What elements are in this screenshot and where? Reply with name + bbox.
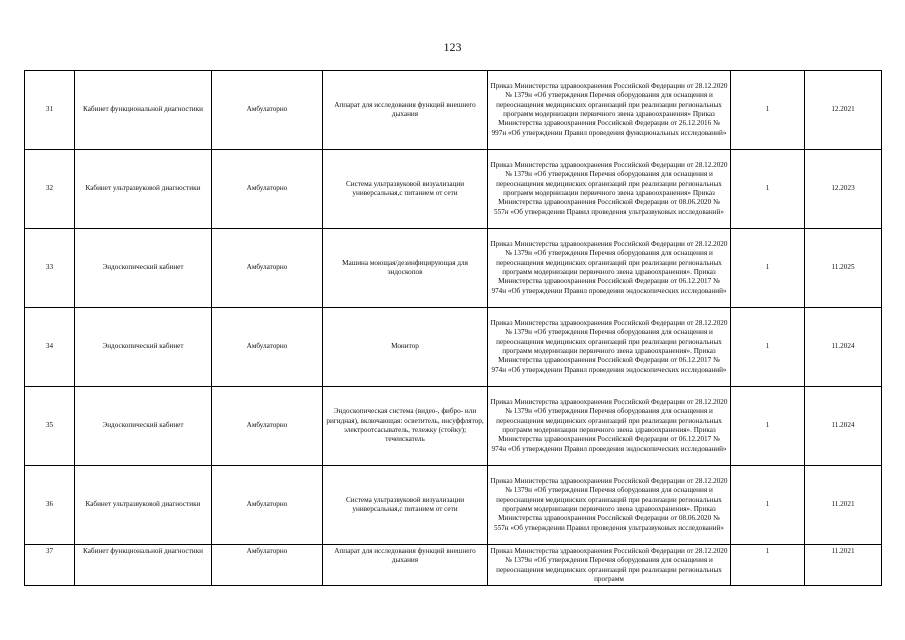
equipment-name: Аппарат для исследования функций внешнего дыхания [323,545,488,586]
table-row [25,308,882,387]
row-number: 37 [25,545,75,586]
quantity: 1 [731,545,805,586]
delivery-date: 12.2023 [805,150,882,229]
quantity: 1 [731,150,805,229]
cabinet-name: Кабинет ультразвуковой диагностики [75,150,212,229]
regulatory-basis: Приказ Министерства здравоохранения Российской Федерации от 28.12.2020 № 1379н «Об утверждения Перечня оборудования для оснащения и переоснащения медицинских организаций при реализации региональных программ [488,545,731,586]
cabinet-name: Кабинет функциональной диагностики [75,545,212,586]
regulatory-basis: Приказ Министерства здравоохранения Российской Федерации от 28.12.2020 № 1379н «Об утверждения Перечня оборудования для оснащения и переоснащения медицинских организаций при реализации региональных программ модернизации первичного звена здравоохранения» Приказ Министерства здравоохранения Российской Федерации от 08.06.2020 № 557н «Об утверждении Правил проведения ультразвуковых исследований» [488,150,731,229]
table-row [25,545,882,586]
care-mode: Амбулаторно [212,466,323,545]
regulatory-basis: Приказ Министерства здравоохранения Российской Федерации от 28.12.2020 № 1379н «Об утверждения Перечня оборудования для оснащения и переоснащения медицинских организаций при реализации региональных программ модернизации первичного звена здравоохранения». Приказ Министерства здравоохранения Российской Федерации от 06.12.2017 № 974н «Об утверждении Правил проведения эндоскопических исследований» [488,229,731,308]
delivery-date: 11.2025 [805,229,882,308]
row-number: 35 [25,387,75,466]
quantity: 1 [731,308,805,387]
quantity: 1 [731,71,805,150]
table-row [25,387,882,466]
care-mode: Амбулаторно [212,308,323,387]
page-number: 123 [443,40,462,54]
row-number: 36 [25,466,75,545]
row-number: 34 [25,308,75,387]
care-mode: Амбулаторно [212,229,323,308]
delivery-date: 12.2021 [805,71,882,150]
regulatory-basis: Приказ Министерства здравоохранения Российской Федерации от 28.12.2020 № 1379н «Об утверждения Перечня оборудования для оснащения и переоснащения медицинских организаций при реализации региональных программ модернизации первичного звена здравоохранения». Приказ Министерства здравоохранения Российской Федерации от 06.12.2017 № 974н «Об утверждении Правил проведения эндоскопических исследований» [488,387,731,466]
quantity: 1 [731,229,805,308]
care-mode: Амбулаторно [212,150,323,229]
cabinet-name: Эндоскопический кабинет [75,308,212,387]
care-mode: Амбулаторно [212,387,323,466]
regulatory-basis: Приказ Министерства здравоохранения Российской Федерации от 28.12.2020 № 1379н «Об утверждения Перечня оборудования для оснащения и переоснащения медицинских организаций при реализации региональных программ модернизации первичного звена здравоохранения». Приказ Министерства здравоохранения Российской Федерации от 06.12.2017 № 974н «Об утверждении Правил проведения эндоскопических исследований» [488,308,731,387]
table-row [25,150,882,229]
cabinet-name: Кабинет ультразвуковой диагностики [75,466,212,545]
equipment-name: Монитор [323,308,488,387]
row-number: 33 [25,229,75,308]
quantity: 1 [731,466,805,545]
delivery-date: 11.2024 [805,387,882,466]
equipment-name: Машина моющая/дезинфицирующая для эндоскопов [323,229,488,308]
delivery-date: 11.2021 [805,545,882,586]
equipment-name: Аппарат для исследования функций внешнего дыхания [323,71,488,150]
delivery-date: 11.2021 [805,466,882,545]
equipment-table [24,70,882,586]
regulatory-basis: Приказ Министерства здравоохранения Российской Федерации от 28.12.2020 № 1379н «Об утверждения Перечня оборудования для оснащения и переоснащения медицинских организаций при реализации региональных программ модернизации первичного звена здравоохранения». Приказ Министерства здравоохранения Российской Федерации от 08.06.2020 № 557н «Об утверждении Правил проведения ультразвуковых исследований» [488,466,731,545]
delivery-date: 11.2024 [805,308,882,387]
cabinet-name: Эндоскопический кабинет [75,229,212,308]
table-row [25,71,882,150]
equipment-name: Эндоскопическая система (видео-, фибро- или ригидная), включающая: осветитель, инсуффлятор, электроотсасыватель, тележку (стойку); течеискатель [323,387,488,466]
row-number: 32 [25,150,75,229]
cabinet-name: Эндоскопический кабинет [75,387,212,466]
equipment-name: Система ультразвуковой визуализации универсальная,с питанием от сети [323,150,488,229]
cabinet-name: Кабинет функциональной диагностики [75,71,212,150]
equipment-name: Система ультразвуковой визуализации универсальная,с питанием от сети [323,466,488,545]
quantity: 1 [731,387,805,466]
table-row [25,229,882,308]
row-number: 31 [25,71,75,150]
care-mode: Амбулаторно [212,545,323,586]
care-mode: Амбулаторно [212,71,323,150]
table-row [25,466,882,545]
regulatory-basis: Приказ Министерства здравоохранения Российской Федерации от 28.12.2020 № 1379н «Об утверждения Перечня оборудования для оснащения и переоснащения медицинских организаций при реализации региональных программ модернизации первичного звена здравоохранения» Приказ Министерства здравоохранения Российской Федерации от 26.12.2016 № 997н «Об утверждении Правил проведения функциональных исследований» [488,71,731,150]
